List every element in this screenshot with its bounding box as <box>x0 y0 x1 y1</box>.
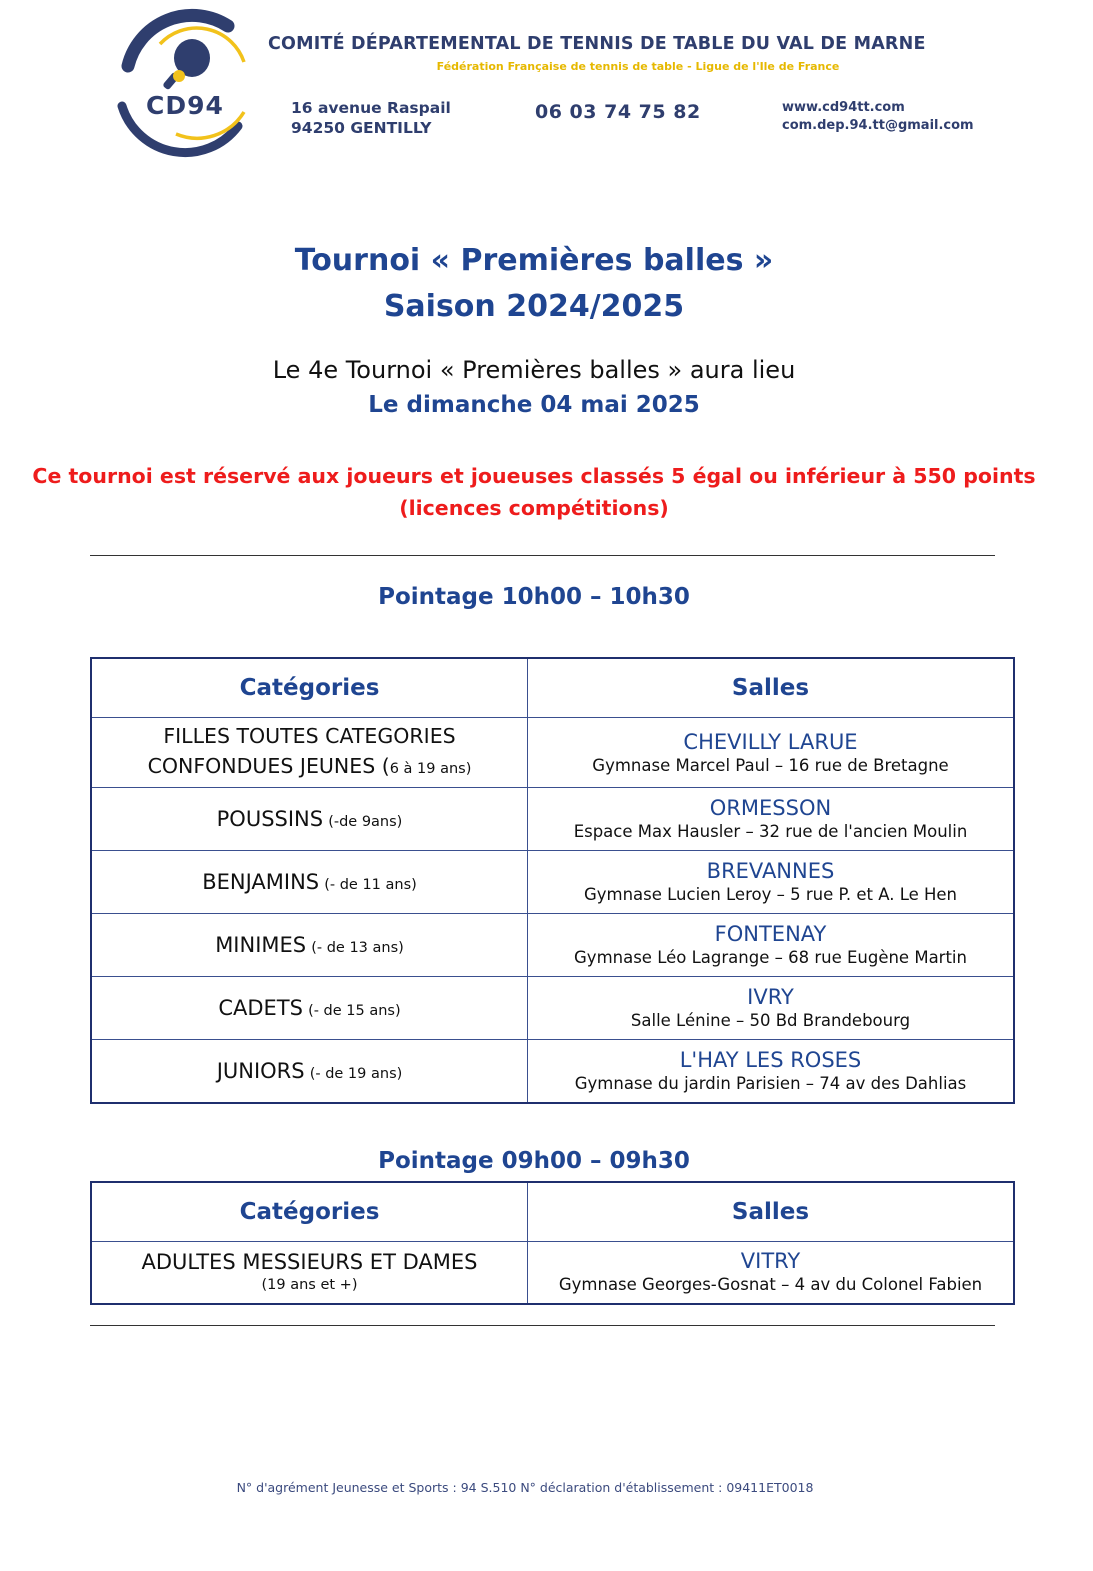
category-age: (- de 13 ans) <box>311 940 404 956</box>
table-row <box>91 718 1014 788</box>
category-name: ADULTES MESSIEURS ET DAMES <box>141 1250 478 1275</box>
category-cell <box>91 718 528 788</box>
category-age: (-de 9ans) <box>328 814 403 830</box>
category-name: JUNIORS <box>216 1058 305 1083</box>
organization-name: COMITÉ DÉPARTEMENTAL DE TENNIS DE TABLE DU VAL DE MARNE <box>268 34 926 54</box>
column-header-categories: Catégories <box>91 1182 528 1242</box>
column-header-salles: Salles <box>528 1182 1015 1242</box>
logo-text: CD94 <box>146 91 224 120</box>
divider <box>90 1325 995 1326</box>
category-age: (- de 11 ans) <box>324 877 417 893</box>
divider <box>90 555 995 556</box>
category-line: FILLES TOUTES CATEGORIES <box>163 724 456 748</box>
salle-name: CHEVILLY LARUE <box>683 729 858 754</box>
category-name <box>92 721 527 784</box>
salle-cell <box>528 914 1015 977</box>
salle-name: L'HAY LES ROSES <box>679 1047 862 1072</box>
salle-cell <box>528 718 1015 788</box>
category-cell <box>91 1242 528 1304</box>
schedule-table-adults <box>90 1181 1015 1305</box>
phone-number: 06 03 74 75 82 <box>535 101 701 123</box>
category-name: CADETS <box>218 996 303 1020</box>
address-city: 94250 GENTILLY <box>291 119 432 137</box>
category-age: 6 à 19 ans) <box>389 761 472 777</box>
category-age: (- de 19 ans) <box>309 1065 403 1082</box>
address-block <box>291 98 451 138</box>
schedule-table-youth <box>90 657 1015 1104</box>
website-link[interactable]: www.cd94tt.com <box>782 100 905 115</box>
category-age: (- de 15 ans) <box>308 1003 401 1019</box>
column-header-salles: Salles <box>528 658 1015 718</box>
salle-address: Salle Lénine – 50 Bd Brandebourg <box>630 1011 911 1030</box>
salle-cell <box>528 1242 1015 1304</box>
salle-cell <box>528 851 1015 914</box>
table-row <box>91 914 1014 977</box>
table-row <box>91 1242 1014 1304</box>
pointage-heading-1: Pointage 10h00 – 10h30 <box>378 584 690 610</box>
address-street: 16 avenue Raspail <box>291 99 451 117</box>
salle-address: Espace Max Hausler – 32 rue de l'ancien Moulin <box>573 822 968 841</box>
season-title: Saison 2024/2025 <box>383 289 685 324</box>
event-date: Le dimanche 04 mai 2025 <box>368 392 700 418</box>
paddle-icon <box>162 39 210 90</box>
email-link[interactable]: com.dep.94.tt@gmail.com <box>782 118 974 133</box>
contact-block <box>782 99 974 135</box>
salle-address: Gymnase Georges-Gosnat – 4 av du Colonel Fabien <box>558 1275 983 1295</box>
salle-name: BREVANNES <box>706 859 835 883</box>
category-name: BENJAMINS <box>202 870 320 894</box>
category-cell <box>91 788 528 851</box>
category-cell <box>91 914 528 977</box>
salle-name: FONTENAY <box>714 922 827 946</box>
salle-address: Gymnase Lucien Leroy – 5 rue P. et A. Le Hen <box>583 885 958 904</box>
column-header-categories: Catégories <box>91 658 528 718</box>
table-row <box>91 788 1014 851</box>
intro-text: Le 4e Tournoi « Premières balles » aura lieu <box>272 356 796 384</box>
salle-cell <box>528 788 1015 851</box>
salle-cell <box>528 1040 1015 1103</box>
category-cell <box>91 1040 528 1103</box>
category-cell <box>91 851 528 914</box>
salle-name: VITRY <box>740 1249 801 1274</box>
footer-agreement: N° d'agrément Jeunesse et Sports : 94 S.510 N° déclaration d'établissement : 09411ET0018 <box>236 1480 814 1495</box>
table-row <box>91 1040 1014 1103</box>
cd94-logo <box>110 8 255 160</box>
pointage-heading-2: Pointage 09h00 – 09h30 <box>378 1148 690 1174</box>
tournament-title: Tournoi « Premières balles » <box>294 243 774 278</box>
category-line: CONFONDUES JEUNES ( <box>147 754 390 778</box>
category-cell <box>91 977 528 1040</box>
eligibility-notice-license: (licences compétitions) <box>399 496 669 520</box>
eligibility-notice: Ce tournoi est réservé aux joueurs et joueuses classés 5 égal ou inférieur à 550 points <box>32 464 1036 488</box>
salle-name: ORMESSON <box>709 796 832 820</box>
table-row <box>91 851 1014 914</box>
category-age: (19 ans et +) <box>261 1277 358 1294</box>
category-name: POUSSINS <box>216 807 324 831</box>
salle-cell <box>528 977 1015 1040</box>
salle-address: Gymnase Léo Lagrange – 68 rue Eugène Martin <box>574 948 967 967</box>
table-row <box>91 977 1014 1040</box>
federation-line: Fédération Française de tennis de table - Ligue de l'Ile de France <box>436 60 840 73</box>
category-name: MINIMES <box>215 933 307 957</box>
salle-address: Gymnase Marcel Paul – 16 rue de Bretagne <box>592 755 949 775</box>
salle-address: Gymnase du jardin Parisien – 74 av des Dahlias <box>574 1073 967 1093</box>
salle-name: IVRY <box>747 985 794 1009</box>
